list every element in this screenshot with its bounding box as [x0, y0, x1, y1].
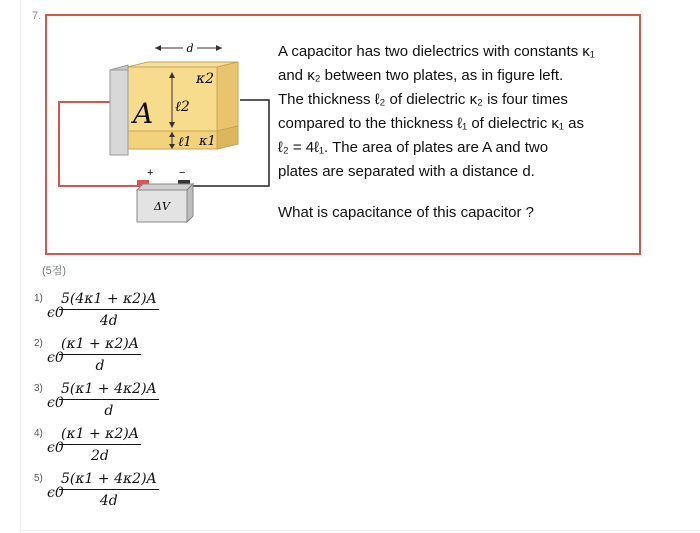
left-rail [20, 0, 21, 533]
epsilon-zero: ϵ0 [47, 440, 64, 456]
numerator: (κ1 + κ2)A [61, 426, 139, 442]
choice-fraction [59, 335, 141, 375]
l1-label: ℓ1 [178, 135, 192, 150]
epsilon-zero: ϵ0 [47, 395, 64, 411]
denominator: d [95, 358, 105, 374]
choice-number: 5) [34, 473, 43, 484]
denominator: d [104, 403, 114, 419]
numerator: 5(κ1 + 4κ2)A [61, 471, 157, 487]
choice-fraction [59, 380, 159, 420]
choice-number: 2) [34, 338, 43, 349]
question-line: and κ₂ between two plates, as in figure left. [278, 67, 564, 84]
question-number: 7. [32, 10, 42, 22]
battery-label: ΔV [154, 200, 170, 213]
epsilon-zero: ϵ0 [47, 305, 64, 321]
k1-label: κ1 [199, 134, 216, 149]
choice-number: 3) [34, 383, 43, 394]
question-line: plates are separated with a distance d. [278, 163, 535, 180]
capacitor-figure [47, 16, 279, 253]
left-plate [110, 70, 128, 155]
question-line: compared to the thickness ℓ₁ of dielectric κ₁ as [278, 115, 584, 132]
choice-number: 1) [34, 293, 43, 304]
denominator: 4d [99, 313, 118, 329]
k2-label: κ2 [196, 71, 215, 87]
epsilon-zero: ϵ0 [47, 350, 64, 366]
numerator: 5(κ1 + 4κ2)A [61, 381, 157, 397]
choice-fraction [59, 425, 141, 465]
question-line: The thickness ℓ₂ of dielectric κ₂ is four times [278, 91, 568, 108]
question-line: A capacitor has two dielectrics with constants κ₁ [278, 43, 595, 60]
question-ask: What is capacitance of this capacitor ? [278, 204, 534, 221]
numerator: (κ1 + κ2)A [61, 336, 139, 352]
question-text [278, 40, 630, 225]
l2-label: ℓ2 [175, 99, 190, 115]
bottom-rail [20, 530, 700, 531]
numerator: 5(4κ1 + κ2)A [61, 291, 157, 307]
denominator: 4d [99, 493, 118, 509]
choice-fraction [59, 470, 159, 510]
choice-fraction [59, 290, 159, 330]
points-label: (5점) [42, 265, 67, 277]
question-line: ℓ₂ = 4ℓ₁. The area of plates are A and two [278, 139, 549, 156]
denominator: 2d [90, 448, 109, 464]
area-label: A [133, 97, 154, 130]
epsilon-zero: ϵ0 [47, 485, 64, 501]
plus-label: + [147, 167, 154, 179]
choice-number: 4) [34, 428, 43, 439]
question-box [45, 14, 641, 255]
minus-label: − [179, 167, 186, 179]
d-label: d [186, 42, 194, 55]
